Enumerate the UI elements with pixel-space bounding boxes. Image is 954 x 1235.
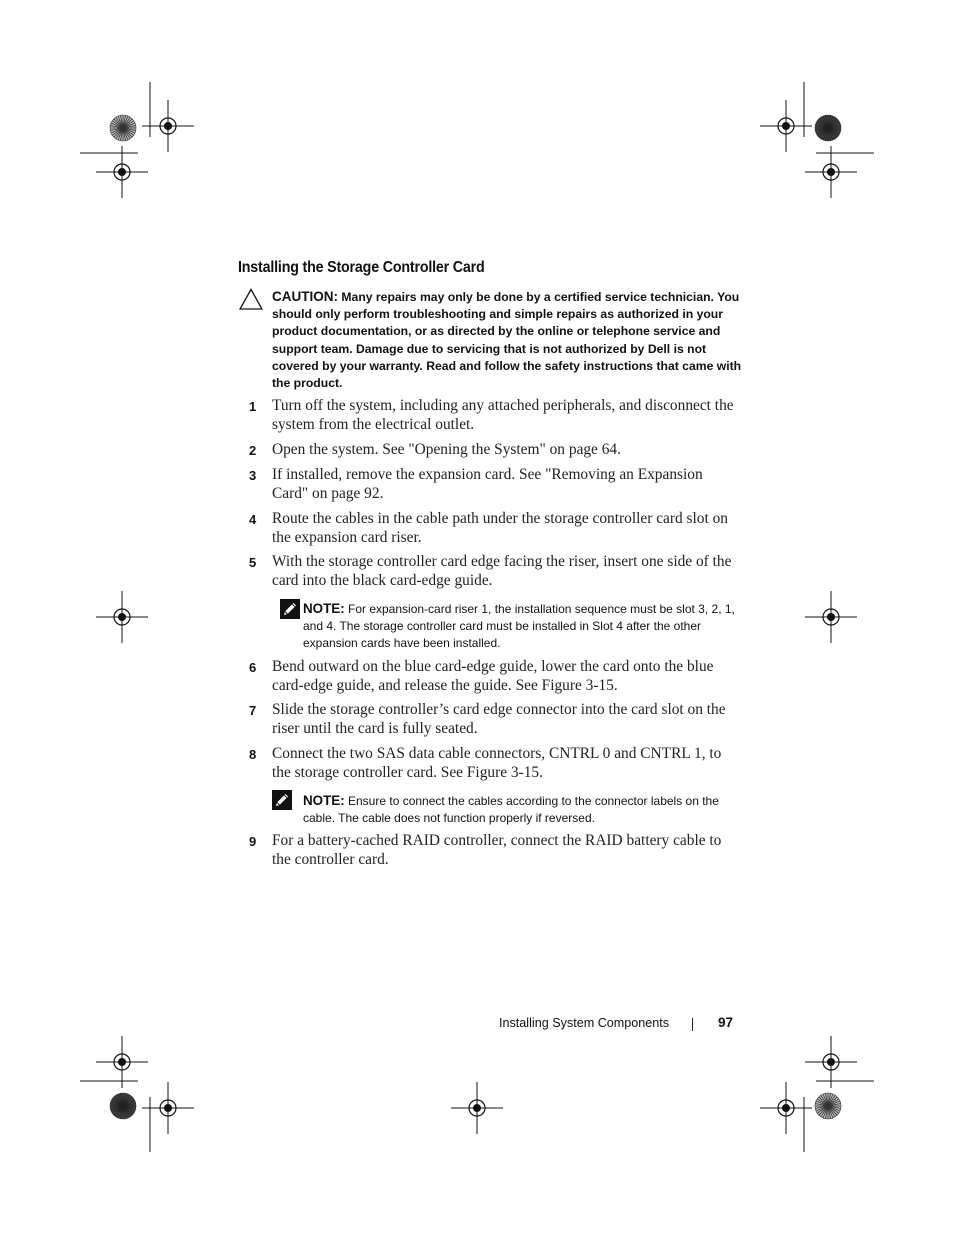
page-number: 97 — [718, 1015, 734, 1030]
step-number: 5 — [249, 555, 257, 570]
caution-label: CAUTION: — [272, 289, 338, 304]
step-number: 7 — [249, 703, 257, 718]
registration-mark-icon — [805, 146, 857, 198]
note-text: Ensure to connect the cables according to the connector labels on the cable. The cable does not function properly if reversed. — [303, 794, 719, 826]
step-text: Bend outward on the blue card-edge guide, lower the card onto the blue card-edge guide, and release the guide. See Figure 3-15. — [272, 658, 714, 694]
registration-mark-icon — [760, 100, 812, 152]
registration-mark-icon — [451, 1082, 503, 1134]
registration-mark-icon — [760, 1082, 812, 1134]
registration-mark-icon — [96, 146, 148, 198]
step-number: 2 — [249, 443, 257, 458]
step-text: With the storage controller card edge facing the riser, insert one side of the card into the black card-edge guide. — [272, 553, 732, 589]
step-number: 4 — [249, 512, 257, 527]
registration-mark-icon — [142, 100, 194, 152]
star-target-icon — [110, 115, 136, 141]
star-target-icon — [815, 1093, 841, 1119]
note-pencil-icon — [272, 790, 292, 810]
registration-mark-icon — [142, 1082, 194, 1134]
step-text: For a battery-cached RAID controller, connect the RAID battery cable to the controller card. — [272, 832, 722, 868]
registration-mark-icon — [96, 591, 148, 643]
star-target-icon — [110, 1093, 136, 1119]
note — [303, 792, 743, 827]
caution-notice — [272, 288, 742, 392]
step-text: Slide the storage controller’s card edge connector into the card slot on the riser until the card is fully seated. — [272, 701, 726, 737]
registration-mark-icon — [805, 1036, 857, 1088]
note-text: For expansion-card riser 1, the installation sequence must be slot 3, 2, 1, and 4. The storage controller card must be installed in Slot 4 after the other expansion cards have been installed. — [303, 602, 735, 651]
footer-separator — [692, 1018, 693, 1031]
step-number: 6 — [249, 660, 257, 675]
step-text: Turn off the system, including any attached peripherals, and disconnect the system from the electrical outlet. — [272, 397, 734, 433]
step-number: 8 — [249, 747, 257, 762]
note-label: NOTE: — [303, 793, 345, 808]
caution-text: Many repairs may only be done by a certified service technician. You should only perform troubleshooting and simple repairs as authorized in your product documentation, or as directed by the online or telephone service and support team. Damage due to servicing that is not authorized by Dell is not covered by your warranty. Read and follow the safety instructions that came with the product. — [272, 290, 742, 391]
step-text: Connect the two SAS data cable connectors, CNTRL 0 and CNTRL 1, to the storage controller card. See Figure 3-15. — [272, 745, 722, 781]
step-text: Route the cables in the cable path under the storage controller card slot on the expansion card riser. — [272, 510, 729, 546]
step-number: 1 — [249, 399, 257, 414]
note — [303, 600, 735, 653]
note-pencil-icon — [280, 599, 300, 619]
caution-triangle-icon — [239, 288, 263, 310]
star-target-icon — [815, 115, 841, 141]
step-number: 9 — [249, 834, 257, 849]
footer-chapter-title: Installing System Components — [499, 1016, 670, 1030]
step-text: Open the system. See "Opening the System" on page 64. — [272, 441, 621, 458]
section-heading: Installing the Storage Controller Card — [238, 259, 485, 276]
note-label: NOTE: — [303, 601, 345, 616]
registration-mark-icon — [805, 591, 857, 643]
registration-mark-icon — [96, 1036, 148, 1088]
step-text: If installed, remove the expansion card. See "Removing an Expansion Card" on page 92. — [272, 466, 703, 502]
step-number: 3 — [249, 468, 257, 483]
